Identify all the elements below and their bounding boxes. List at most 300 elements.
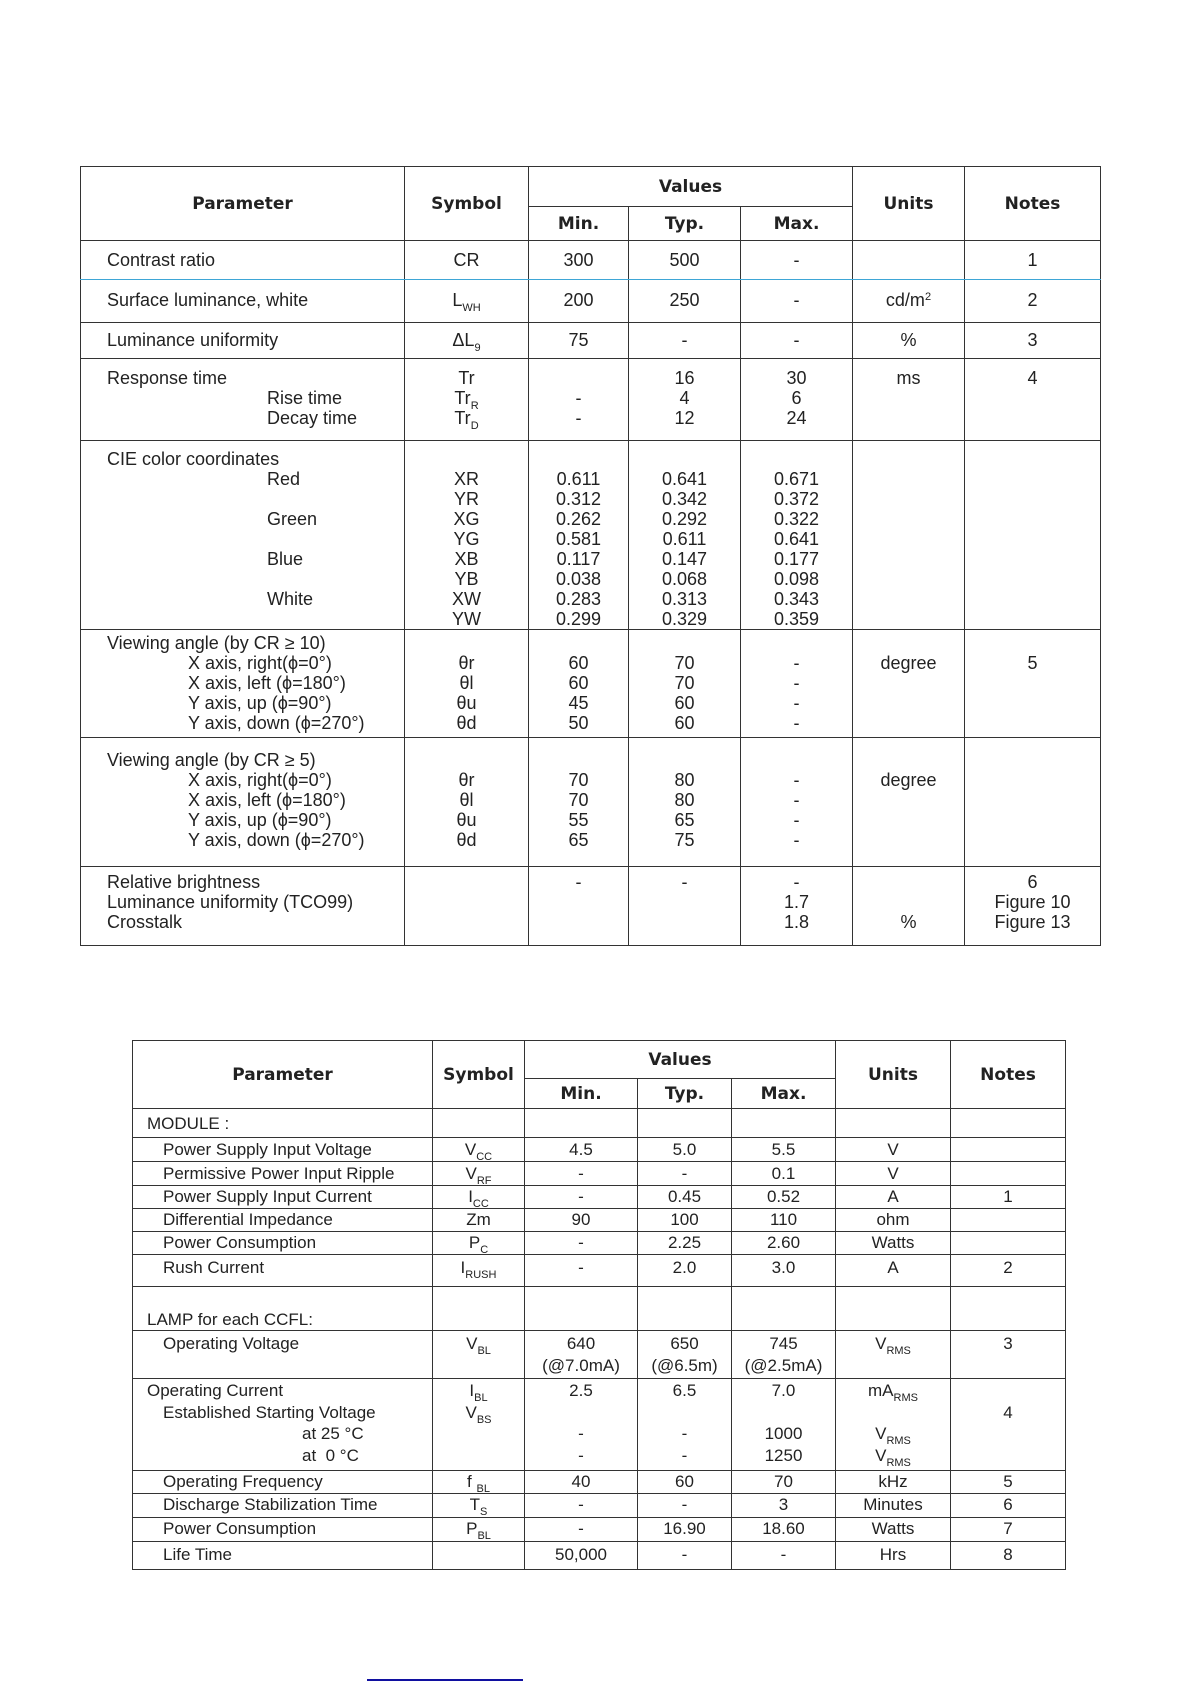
min-cell [529, 323, 629, 359]
units-line [836, 1113, 950, 1135]
units-cell [836, 1471, 951, 1494]
min-line: 0.299 [555, 609, 602, 629]
max-line: 110 [769, 1210, 798, 1229]
symbol-line: YB [454, 569, 479, 589]
max-line: - [793, 872, 800, 892]
header-units: Units [836, 1041, 951, 1109]
units-line: degree [880, 653, 937, 673]
typ-line: 80 [674, 770, 695, 790]
typ-cell [638, 1379, 732, 1471]
param-line [147, 1333, 432, 1355]
symbol-cell [405, 280, 529, 323]
cell-text: Y axis, down (ϕ=270°) [188, 713, 365, 733]
max-line: - [793, 770, 800, 790]
typ-cell [629, 630, 741, 738]
max-line: 0.177 [773, 549, 820, 569]
max-cell [732, 1255, 836, 1287]
symbol-cell [405, 630, 529, 738]
notes-cell [951, 1518, 1066, 1542]
cell-text: I [460, 1258, 466, 1277]
min-cell [525, 1542, 638, 1570]
min-cell [525, 1287, 638, 1331]
param-line [147, 1163, 432, 1185]
cell-text: X axis, left (ϕ=180°) [188, 790, 346, 810]
units-line [836, 1423, 950, 1445]
symbol-line: CR [453, 250, 480, 270]
header-min: Min. [529, 207, 629, 241]
min-cell [525, 1255, 638, 1287]
max-cell [741, 738, 853, 867]
header-max: Max. [732, 1079, 836, 1109]
typ-line: - [681, 1445, 688, 1465]
table-row [133, 1209, 1066, 1232]
cell-text: Red [267, 469, 301, 489]
notes-line: 2 [1027, 290, 1038, 310]
param-line [107, 693, 404, 713]
table-row [133, 1494, 1066, 1518]
units-line [853, 872, 964, 892]
cell-text: Differential Impedance [163, 1210, 333, 1229]
cell-text: V [465, 1402, 477, 1422]
min-line: - [578, 1258, 584, 1277]
min-cell [525, 1138, 638, 1162]
max-line: (@2.5mA) [744, 1355, 823, 1375]
cell-text: X axis, left (ϕ=180°) [188, 673, 346, 693]
symbol-line: YG [453, 529, 480, 549]
units-cell [836, 1494, 951, 1518]
param-line [107, 569, 404, 589]
symbol-cell [433, 1138, 525, 1162]
param-line: Contrast ratio [107, 250, 216, 270]
max-cell [732, 1379, 836, 1471]
notes-line: 3 [1027, 330, 1038, 350]
min-line: (@7.0mA) [542, 1355, 620, 1375]
symbol-line: θu [456, 810, 477, 830]
cell-text: Green [267, 509, 318, 529]
param-line [147, 1209, 432, 1231]
typ-line: 0.292 [661, 509, 708, 529]
notes-line [951, 1380, 1065, 1402]
header-notes: Notes [951, 1041, 1066, 1109]
min-cell [525, 1331, 638, 1379]
min-line: - [578, 1445, 584, 1465]
table-row [133, 1518, 1066, 1542]
notes-cell [951, 1162, 1066, 1186]
max-line: - [793, 713, 800, 733]
max-line: - [793, 810, 800, 830]
min-line: 70 [568, 770, 589, 790]
units-line: V [887, 1164, 899, 1183]
symbol-line: θr [458, 770, 475, 790]
min-line [525, 1113, 637, 1135]
max-cell [741, 280, 853, 323]
header-parameter: Parameter [133, 1041, 433, 1109]
param-line [147, 1423, 432, 1445]
typ-line: - [681, 1495, 688, 1514]
notes-line: 1 [1003, 1187, 1013, 1206]
max-line: 0.1 [771, 1164, 796, 1183]
typ-cell [638, 1331, 732, 1379]
units-line: Watts [871, 1233, 915, 1252]
symbol-line: θd [456, 713, 477, 733]
param-cell [81, 630, 405, 738]
param-line [107, 810, 404, 830]
min-cell [529, 280, 629, 323]
table-row [133, 1331, 1066, 1379]
typ-line: - [681, 1545, 688, 1564]
notes-line: Figure 13 [994, 912, 1071, 932]
param-line: Viewing angle (by CR ≥ 5) [107, 750, 316, 770]
subscript: D [470, 420, 479, 432]
symbol-line: XB [454, 549, 479, 569]
min-line: - [578, 1495, 584, 1514]
max-line: 0.671 [773, 469, 820, 489]
typ-line: 6.5 [672, 1381, 697, 1400]
symbol-line [405, 388, 528, 412]
header-typ: Typ. [629, 207, 741, 241]
units-line [853, 892, 964, 912]
symbol-line: YW [452, 609, 481, 629]
max-line: - [793, 290, 800, 310]
typ-line [638, 1113, 731, 1135]
table-row [81, 323, 1101, 359]
typ-line: 0.068 [661, 569, 708, 589]
param-cell [133, 1542, 433, 1570]
cell-text: L [452, 290, 463, 310]
param-cell [133, 1494, 433, 1518]
units-line [853, 449, 964, 469]
min-line: 640 [566, 1334, 596, 1353]
symbol-line [433, 1163, 524, 1185]
typ-cell [638, 1287, 732, 1331]
cell-text: f [467, 1472, 477, 1491]
min-cell [525, 1109, 638, 1138]
param-cell [81, 241, 405, 280]
cell-text: V [466, 1334, 478, 1353]
typ-cell [629, 441, 741, 630]
max-line [732, 1402, 835, 1424]
typ-line: - [681, 1164, 688, 1183]
typ-line: 60 [675, 1472, 694, 1491]
typ-line: 0.313 [661, 589, 708, 609]
typ-line: 0.329 [661, 609, 708, 629]
units-cell [836, 1232, 951, 1255]
symbol-line: XW [452, 589, 481, 609]
max-cell [732, 1186, 836, 1209]
cell-text: ΔL [452, 330, 475, 350]
max-cell [732, 1542, 836, 1570]
min-line: 50 [568, 713, 589, 733]
hyperlink-underline[interactable] [367, 1679, 523, 1681]
min-line: 0.312 [555, 489, 602, 509]
min-line: 0.262 [555, 509, 602, 529]
notes-line: 1 [1027, 250, 1038, 270]
notes-line [951, 1113, 1065, 1135]
typ-line: 4 [679, 388, 690, 408]
cell-text: cd/m [885, 290, 925, 310]
param-cell [133, 1162, 433, 1186]
notes-cell [965, 280, 1101, 323]
param-line: Surface luminance, white [107, 290, 309, 310]
param-line: LAMP for each CCFL: [147, 1309, 313, 1329]
typ-cell [638, 1471, 732, 1494]
cell-text: Power Consumption [163, 1233, 317, 1252]
typ-line [638, 1287, 731, 1309]
param-line [147, 1139, 432, 1161]
symbol-line [433, 1139, 524, 1161]
units-cell [853, 323, 965, 359]
notes-line [951, 1209, 1065, 1231]
symbol-cell [405, 359, 529, 441]
min-cell [525, 1209, 638, 1232]
max-line: 24 [786, 408, 807, 428]
symbol-cell [433, 1471, 525, 1494]
notes-line: 6 [1027, 872, 1038, 892]
param-line [147, 1186, 432, 1208]
typ-line: 500 [669, 250, 700, 270]
param-line [107, 489, 404, 509]
units-cell [836, 1162, 951, 1186]
max-line: 0.359 [773, 609, 820, 629]
symbol-cell [433, 1109, 525, 1138]
max-cell [741, 241, 853, 280]
typ-line: 650 [670, 1334, 699, 1353]
symbol-line [433, 1113, 524, 1135]
max-line: 0.372 [773, 489, 820, 509]
max-line: 1250 [764, 1445, 803, 1465]
notes-line: 2 [1003, 1258, 1013, 1277]
cell-text: Decay time [267, 408, 358, 428]
typ-line [629, 750, 740, 770]
max-line [732, 1287, 835, 1309]
min-cell [525, 1232, 638, 1255]
symbol-cell [433, 1494, 525, 1518]
param-line [147, 1445, 432, 1467]
min-line: 75 [568, 330, 589, 350]
param-cell [133, 1186, 433, 1209]
cell-text: Power Supply Input Voltage [163, 1140, 372, 1159]
min-line: - [575, 872, 582, 892]
units-line [853, 250, 964, 270]
param-line [107, 790, 404, 810]
typ-cell [638, 1209, 732, 1232]
table-row [81, 630, 1101, 738]
notes-line: 7 [1003, 1519, 1013, 1538]
symbol-line [405, 290, 528, 314]
typ-cell [638, 1138, 732, 1162]
typ-line: 0.641 [661, 469, 708, 489]
symbol-line [433, 1257, 524, 1279]
typ-line: 65 [674, 810, 695, 830]
max-cell [732, 1518, 836, 1542]
param-cell [133, 1287, 433, 1331]
min-line: 55 [568, 810, 589, 830]
min-line: - [578, 1233, 584, 1252]
typ-cell [629, 867, 741, 946]
subscript: BS [476, 1413, 492, 1426]
units-cell [853, 867, 965, 946]
typ-line: 12 [674, 408, 695, 428]
header-parameter: Parameter [81, 167, 405, 241]
max-cell [732, 1209, 836, 1232]
param-line: Crosstalk [107, 912, 183, 932]
table-row [133, 1186, 1066, 1209]
min-cell [525, 1518, 638, 1542]
header-notes: Notes [965, 167, 1101, 241]
symbol-cell [405, 241, 529, 280]
units-line [836, 1287, 950, 1309]
min-line: 0.038 [555, 569, 602, 589]
cell-text: Operating Frequency [163, 1472, 323, 1491]
symbol-line [405, 633, 528, 653]
subscript: BL [476, 1483, 490, 1494]
min-line [529, 449, 628, 469]
min-cell [529, 630, 629, 738]
param-cell [133, 1379, 433, 1471]
table-row [133, 1379, 1066, 1471]
typ-cell [638, 1162, 732, 1186]
typ-cell [638, 1494, 732, 1518]
param-cell [133, 1138, 433, 1162]
param-line [107, 713, 404, 733]
max-line: 3.0 [771, 1258, 796, 1277]
min-cell [529, 441, 629, 630]
table-row [133, 1287, 1066, 1331]
typ-cell [629, 323, 741, 359]
typ-line: 70 [674, 673, 695, 693]
symbol-cell [433, 1287, 525, 1331]
header-symbol: Symbol [433, 1041, 525, 1109]
superscript: 2 [924, 291, 932, 303]
units-cell [836, 1379, 951, 1471]
subscript: RMS [886, 1435, 911, 1447]
param-cell [133, 1232, 433, 1255]
cell-text: X axis, right(ϕ=0°) [188, 770, 332, 790]
notes-cell [951, 1494, 1066, 1518]
param-line [147, 1518, 432, 1540]
units-cell [853, 359, 965, 441]
cell-text: I [469, 1381, 475, 1400]
param-line: Luminance uniformity (TCO99) [107, 892, 354, 912]
typ-line: 100 [670, 1210, 699, 1229]
typ-line: 16.90 [663, 1519, 706, 1538]
notes-cell [965, 323, 1101, 359]
min-line [525, 1402, 637, 1424]
notes-line: 5 [1027, 653, 1038, 673]
units-line [836, 1445, 950, 1467]
units-cell [836, 1109, 951, 1138]
typ-cell [629, 738, 741, 867]
units-line: degree [880, 770, 937, 790]
max-line: 18.60 [762, 1519, 805, 1538]
symbol-line [405, 449, 528, 469]
symbol-line [433, 1333, 524, 1355]
max-cell [732, 1287, 836, 1331]
units-cell [836, 1209, 951, 1232]
cell-text: Permissive Power Input Ripple [163, 1164, 395, 1183]
symbol-cell [433, 1331, 525, 1379]
table1-body [81, 241, 1101, 946]
max-line: 1.8 [783, 912, 810, 932]
units-line [836, 1402, 950, 1424]
param-cell [81, 738, 405, 867]
max-line: 6 [791, 388, 802, 408]
units-line [853, 750, 964, 770]
param-cell [133, 1255, 433, 1287]
max-line: 5.5 [771, 1140, 796, 1159]
header-values: Values [525, 1041, 836, 1079]
param-line: Response time [107, 368, 228, 388]
typ-line: - [681, 1424, 688, 1443]
min-line: - [578, 1424, 584, 1443]
header-units: Units [853, 167, 965, 241]
units-line [836, 1333, 950, 1355]
units-cell [836, 1518, 951, 1542]
param-cell [133, 1209, 433, 1232]
symbol-line [433, 1186, 524, 1208]
max-line: 3 [778, 1495, 789, 1514]
symbol-cell [433, 1162, 525, 1186]
subscript: RMS [886, 1345, 911, 1357]
symbol-line [405, 408, 528, 432]
max-cell [732, 1331, 836, 1379]
notes-cell [951, 1109, 1066, 1138]
notes-cell [951, 1255, 1066, 1287]
symbol-cell [433, 1232, 525, 1255]
symbol-line [433, 1518, 524, 1540]
symbol-line [405, 872, 528, 892]
min-line: 0.283 [555, 589, 602, 609]
cell-text: V [465, 1164, 477, 1183]
max-line: - [793, 250, 800, 270]
param-line [107, 653, 404, 673]
units-cell [853, 241, 965, 280]
symbol-line: XG [453, 509, 480, 529]
notes-line: 5 [1003, 1472, 1013, 1491]
cell-text: Power Consumption [163, 1519, 317, 1538]
notes-cell [965, 359, 1101, 441]
typ-cell [638, 1542, 732, 1570]
notes-line: 4 [1003, 1402, 1013, 1422]
symbol-cell [405, 867, 529, 946]
min-line [529, 368, 628, 388]
param-line [107, 469, 404, 489]
param-line [147, 1544, 432, 1566]
table-row [81, 359, 1101, 441]
notes-cell [965, 867, 1101, 946]
min-cell [525, 1471, 638, 1494]
typ-cell [638, 1109, 732, 1138]
max-cell [741, 867, 853, 946]
cell-text: at 0 °C [302, 1445, 359, 1465]
notes-line: 8 [1003, 1545, 1013, 1564]
units-line: V [887, 1140, 899, 1159]
units-cell [836, 1287, 951, 1331]
optical-characteristics-table [80, 166, 1101, 946]
symbol-line: θr [458, 653, 475, 673]
min-line: 40 [571, 1472, 591, 1491]
symbol-cell [433, 1255, 525, 1287]
subscript: RMS [886, 1456, 911, 1469]
table-row [133, 1542, 1066, 1570]
cell-text: Y axis, up (ϕ=90°) [188, 810, 332, 830]
min-cell [529, 359, 629, 441]
cell-text: Operating Voltage [163, 1334, 300, 1353]
subscript: S [480, 1506, 488, 1518]
units-line [853, 633, 964, 653]
min-cell [525, 1494, 638, 1518]
cell-text: V [464, 1140, 477, 1159]
